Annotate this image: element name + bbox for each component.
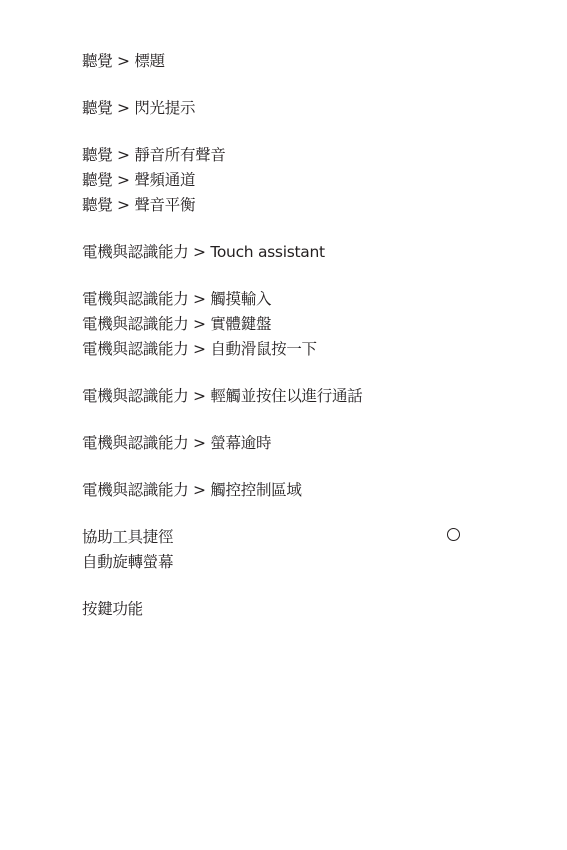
menu-line: 聽覺 > 靜音所有聲音 bbox=[82, 146, 226, 164]
menu-line: 電機與認識能力 > Touch assistant bbox=[82, 243, 325, 261]
menu-line: 電機與認識能力 > 螢幕逾時 bbox=[82, 434, 272, 452]
menu-line: 協助工具捷徑 bbox=[82, 528, 174, 546]
menu-line: 電機與認識能力 > 觸摸輸入 bbox=[82, 290, 272, 308]
menu-line: 按鍵功能 bbox=[82, 600, 143, 618]
menu-line: 聽覺 > 閃光提示 bbox=[82, 99, 196, 117]
menu-line: 電機與認識能力 > 輕觸並按住以進行通話 bbox=[82, 387, 363, 405]
menu-line: 聽覺 > 標題 bbox=[82, 52, 165, 70]
menu-line: 電機與認識能力 > 自動滑鼠按一下 bbox=[82, 340, 317, 358]
menu-line: 聽覺 > 聲頻通道 bbox=[82, 171, 196, 189]
menu-line: 電機與認識能力 > 實體鍵盤 bbox=[82, 315, 272, 333]
circle-icon bbox=[447, 528, 460, 541]
menu-line: 自動旋轉螢幕 bbox=[82, 553, 174, 571]
menu-line: 電機與認識能力 > 觸控控制區域 bbox=[82, 481, 302, 499]
menu-line: 聽覺 > 聲音平衡 bbox=[82, 196, 196, 214]
